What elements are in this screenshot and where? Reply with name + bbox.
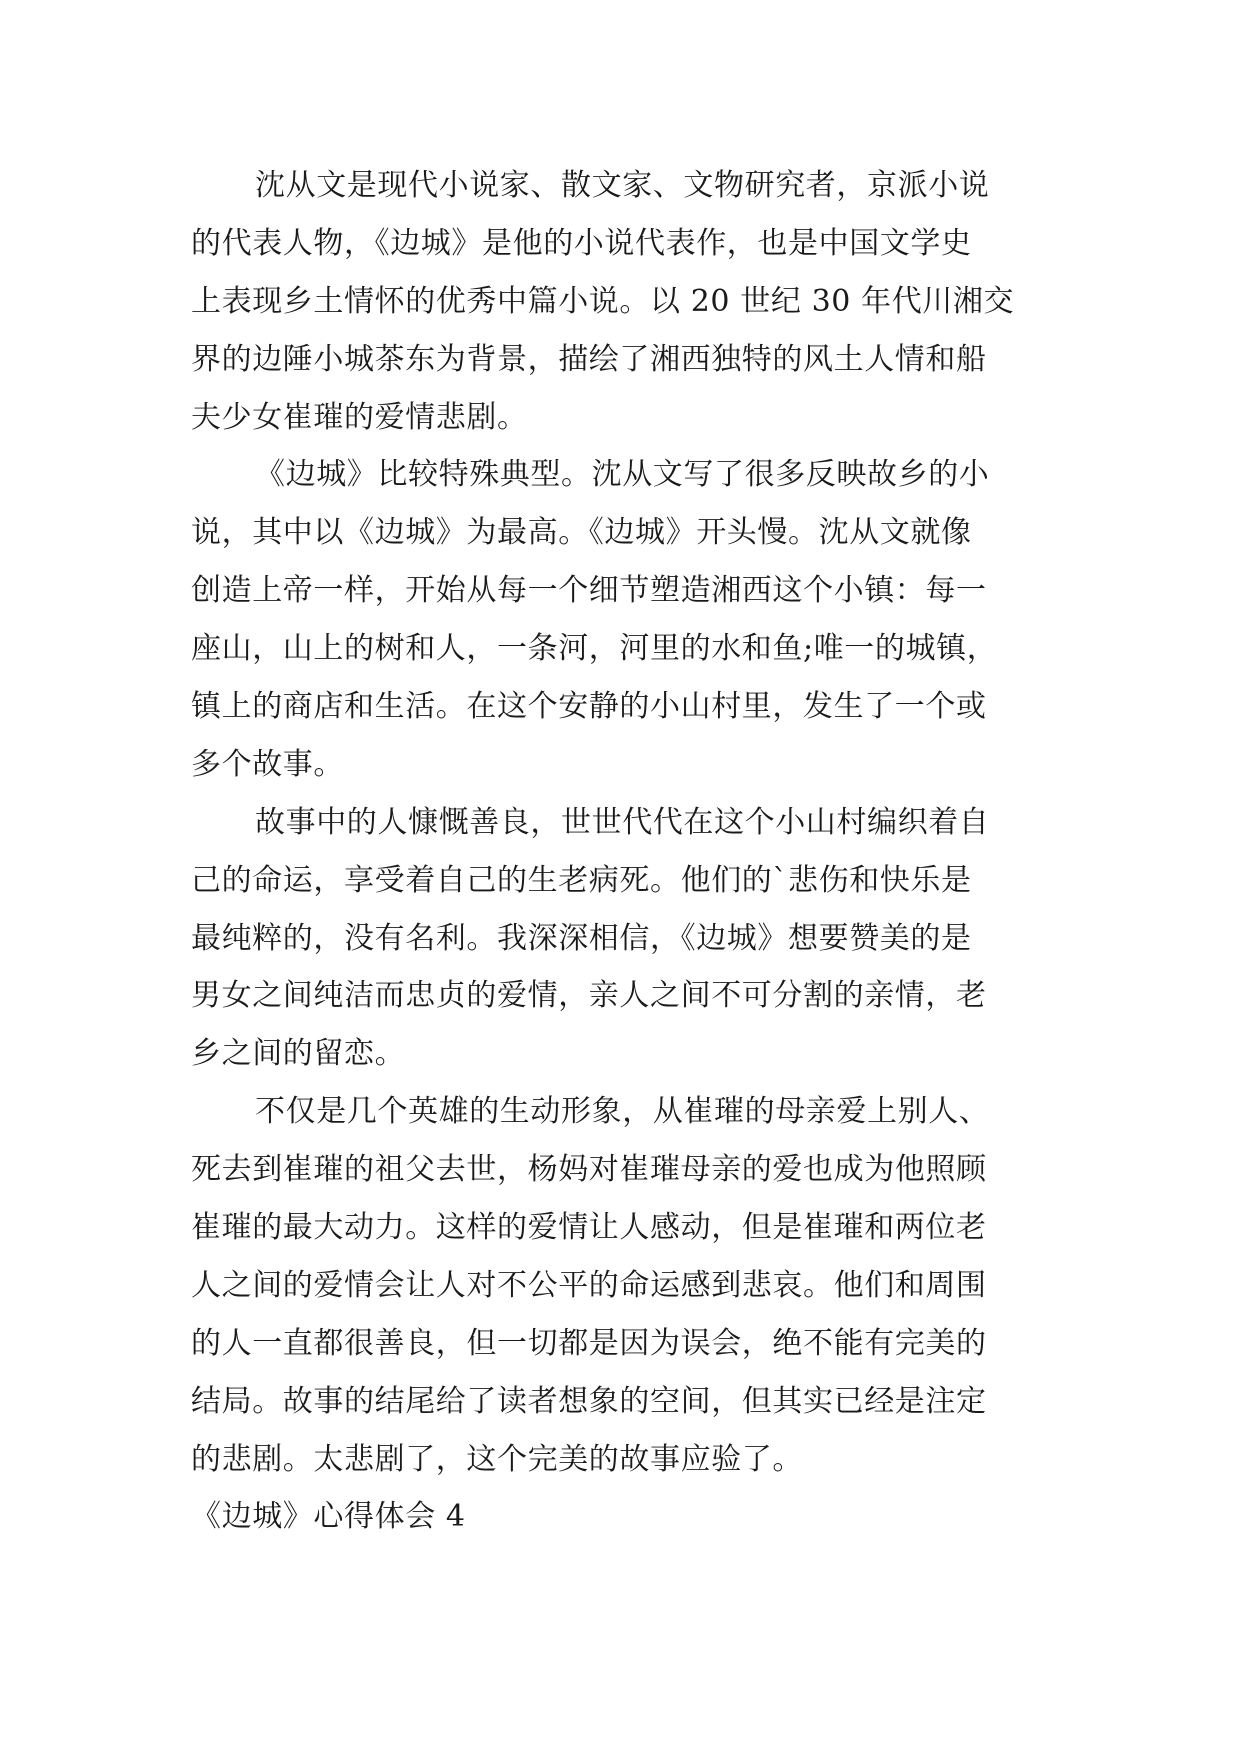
text-line: 创造上帝一样，开始从每一个细节塑造湘西这个小镇：每一 (191, 573, 987, 609)
text-line: 多个故事。 (191, 746, 344, 782)
text-line: 镇上的商店和生活。在这个安静的小山村里，发生了一个或 (191, 689, 987, 725)
text-line: 上表现乡土情怀的优秀中篇小说。以 20 世纪 30 年代川湘交 (191, 283, 1015, 319)
text-line: 人之间的爱情会让人对不公平的命运感到悲哀。他们和周围 (191, 1267, 987, 1303)
text-line: 故事中的人慷慨善良，世世代代在这个小山村编织着自 (255, 804, 990, 840)
text-line: 夫少女崔璀的爱情悲剧。 (191, 399, 528, 435)
text-line: 最纯粹的，没有名利。我深深相信，《边城》想要赞美的是 (191, 920, 972, 956)
text-line: 《边城》比较特殊典型。沈从文写了很多反映故乡的小 (255, 457, 990, 493)
text-line: 结局。故事的结尾给了读者想象的空间，但其实已经是注定 (191, 1383, 987, 1419)
text-line: 说，其中以《边城》为最高。《边城》开头慢。沈从文就像 (191, 515, 972, 551)
section-heading: 《边城》心得体会 4 (191, 1499, 466, 1535)
text-line: 男女之间纯洁而忠贞的爱情，亲人之间不可分割的亲情，老 (191, 978, 987, 1014)
text-line: 的代表人物，《边城》是他的小说代表作，也是中国文学史 (191, 225, 972, 261)
text-line: 的悲剧。太悲剧了，这个完美的故事应验了。 (191, 1441, 803, 1477)
paragraph-3 (191, 794, 1071, 1083)
text-line: 死去到崔璀的祖父去世，杨妈对崔璀母亲的爱也成为他照顾 (191, 1152, 987, 1188)
text-line: 沈从文是现代小说家、散文家、文物研究者，京派小说 (255, 168, 990, 203)
text-line: 己的命运，享受着自己的生老病死。他们的`悲伤和快乐是 (191, 862, 972, 898)
text-line: 座山，山上的树和人，一条河，河里的水和鱼;唯一的城镇， (191, 631, 998, 667)
text-line: 崔璀的最大动力。这样的爱情让人感动，但是崔璀和两位老 (191, 1210, 987, 1246)
document-body (191, 157, 1071, 1546)
paragraph-4 (191, 1083, 1071, 1488)
paragraph-1 (191, 157, 1071, 446)
text-line: 不仅是几个英雄的生动形象，从崔璀的母亲爱上别人、 (255, 1094, 990, 1130)
text-line: 乡之间的留恋。 (191, 1036, 406, 1072)
text-line: 界的边陲小城茶东为背景，描绘了湘西独特的风土人情和船 (191, 341, 987, 377)
paragraph-2 (191, 446, 1071, 793)
text-line: 的人一直都很善良，但一切都是因为误会，绝不能有完美的 (191, 1325, 987, 1361)
